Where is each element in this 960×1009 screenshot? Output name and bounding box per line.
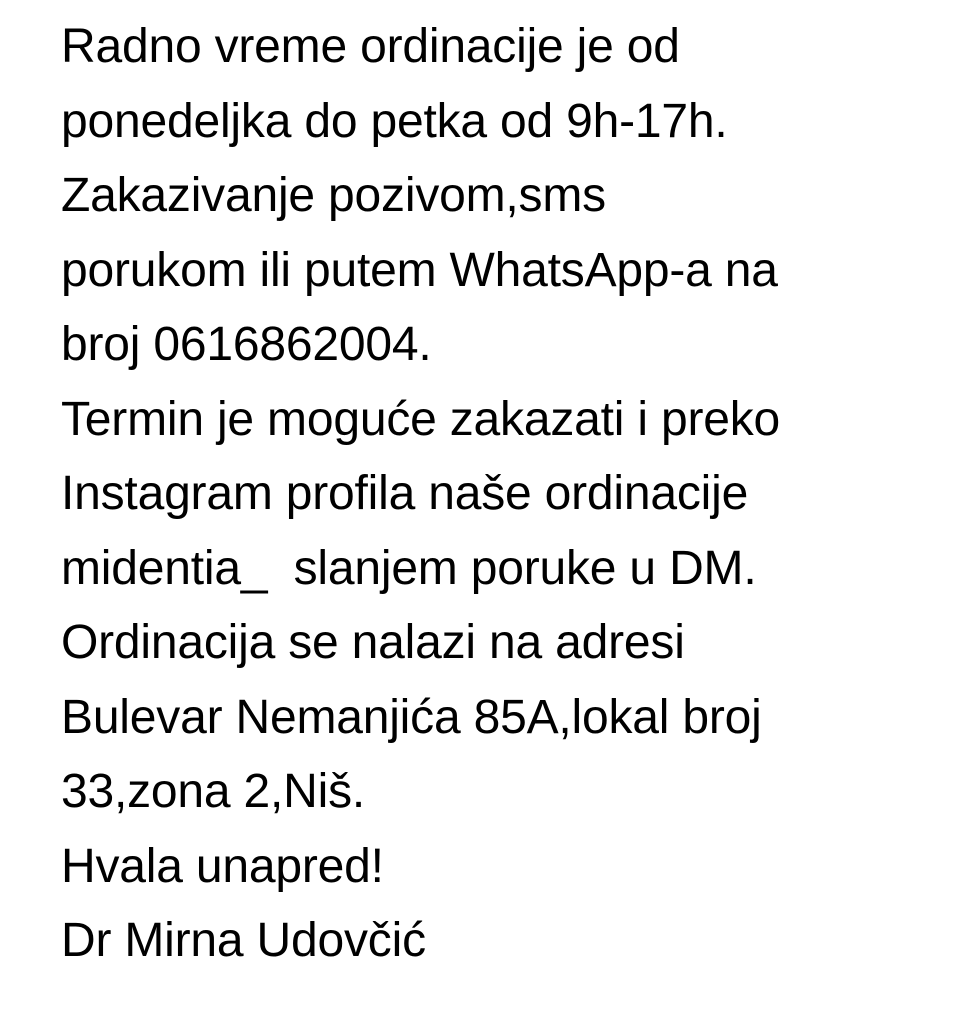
note-line-working-hours-1: Radno vreme ordinacije je od xyxy=(61,20,680,73)
note-line-booking-1: Zakazivanje pozivom,sms xyxy=(61,169,606,222)
note-line-instagram-handle: midentia_ slanjem poruke u DM. xyxy=(61,541,757,595)
note-line-instagram-1: Termin je moguće zakazati i preko xyxy=(61,392,781,446)
note-line-thanks: Hvala unapred! xyxy=(61,839,384,893)
note-line-signature: Dr Mirna Udovčić xyxy=(61,914,426,967)
note-line-address-2: Bulevar Nemanjića 85A,lokal broj xyxy=(61,690,762,744)
note-line-address-1: Ordinacija se nalazi na adresi xyxy=(61,616,685,669)
note-line-address-3: 33,zona 2,Niš. xyxy=(61,765,366,818)
note-line-working-hours-2: ponedeljka do petka od 9h-17h. xyxy=(61,94,728,148)
note-line-booking-2: porukom ili putem WhatsApp-a na xyxy=(61,243,778,297)
note-line-phone-number: broj 0616862004. xyxy=(61,318,432,371)
note-text xyxy=(61,10,941,979)
note-line-instagram-2: Instagram profila naše ordinacije xyxy=(61,467,749,520)
